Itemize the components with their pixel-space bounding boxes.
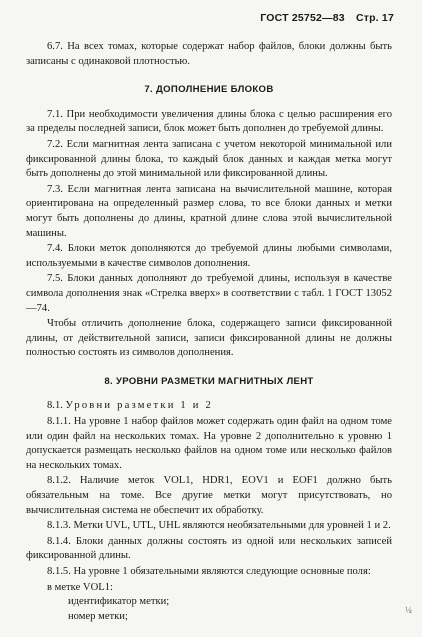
page-header xyxy=(260,12,394,24)
standard-number: ГОСТ 25752—83 xyxy=(260,12,345,24)
paragraph-7-2: 7.2. Если магнитная лента записана с учетом некоторой минимальной или фиксированной длины блока, то каждый блок данных и каждая метка могут быть дополнены до этой минимальной или фиксированной длины. xyxy=(26,138,392,180)
paragraph-8-1-5: 8.1.5. На уровне 1 обязательными являются следующие основные поля: xyxy=(47,566,371,577)
paragraph-7-3: 7.3. Если магнитная лента записана на вычислительной машине, которая ориентирована на определенный размер слова, то все блоки данных и метки могут быть дополнены до длины, кратной длине слова этой вычислительной машины. xyxy=(26,183,392,239)
paragraph-8-1-4: 8.1.4. Блоки данных должны состоять из одной или нескольких записей фиксированной длины. xyxy=(26,535,392,562)
vol1-field-intro: в метке VOL1: xyxy=(47,581,113,593)
section-7-title: 7. ДОПОЛНЕНИЕ БЛОКОВ xyxy=(144,84,274,96)
page-number: Стр. 17 xyxy=(355,12,394,24)
paragraph-7-4: 7.4. Блоки меток дополняются до требуемой длины любыми символами, используемыми в качестве символов дополнения. xyxy=(26,243,392,269)
paragraph-7-5-note: Чтобы отличить дополнение блока, содержащего записи фиксированной длины, от действительной записи, записи фиксированной длины не должны полностью состоять из символов дополнения. xyxy=(26,318,392,359)
paragraph-7-5: 7.5. Блоки данных дополняют до требуемой длины, используя в качестве символа дополнения знак «Стрелка вверх» в соответствии с табл. 1 ГОСТ 13052—74. xyxy=(26,273,392,314)
vol1-field-list xyxy=(26,581,392,625)
document-body xyxy=(26,40,392,624)
paragraph-8-1-2: 8.1.2. Наличие меток VOL1, HDR1, EOV1 и EOF1 должно быть обязательным на томе. Все другие метки могут присутствовать, но вычислительная система не обеспечит их обработку. xyxy=(26,475,392,516)
subheading-8-1-number: 8.1. xyxy=(47,400,63,412)
paragraph-7-1: 7.1. При необходимости увеличения длины блока с целью расширения его за пределы последней записи, блок может быть дополнен до требуемой длины. xyxy=(26,108,392,135)
paragraph-6-7: 6.7. На всех томах, которые содержат набор файлов, блоки должны быть записаны с одинаковой плотностью. xyxy=(26,41,392,67)
subheading-8-1-text: Уровни разметки 1 и 2 xyxy=(65,400,213,412)
corner-mark: ¼ xyxy=(405,605,412,615)
subheading-8-1 xyxy=(26,399,392,414)
vol1-field-item: идентификатор метки; xyxy=(68,596,170,608)
section-8-title: 8. УРОВНИ РАЗМЕТКИ МАГНИТНЫХ ЛЕНТ xyxy=(104,375,314,387)
paragraph-8-1-3: 8.1.3. Метки UVL, UTL, UHL являются необязательными для уровней 1 и 2. xyxy=(47,520,391,532)
paragraph-8-1-1: 8.1.1. На уровне 1 набор файлов может содержать один файл на одном томе или один файл на нескольких томах. На уровне 2 дополнительно к уровню 1 допускается размещать несколько файлов на одном томе или несколько файлов на нескольких томах. xyxy=(26,416,392,471)
vol1-field-item: номер метки; xyxy=(68,610,128,622)
